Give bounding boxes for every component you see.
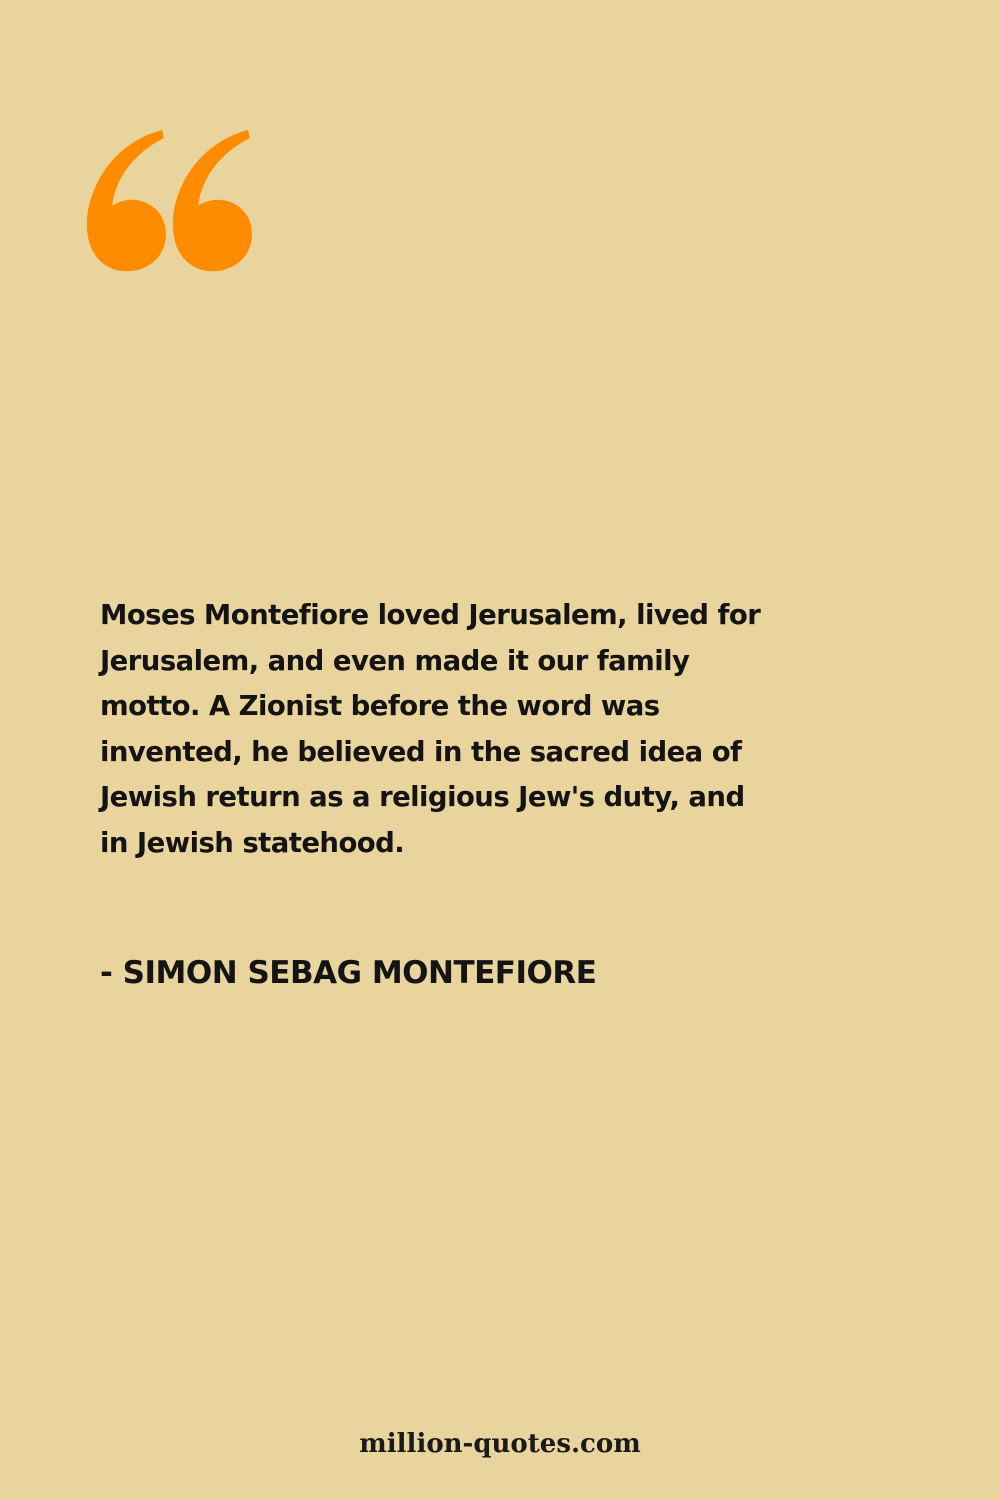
quote-line: Jerusalem, and even made it our family [100,644,690,677]
quote-open-icon-left [87,130,166,271]
quote-open-icon [84,128,254,274]
quote-line: invented, he believed in the sacred idea of [100,735,742,768]
quote-line: Moses Montefiore loved Jerusalem, lived for [100,599,761,631]
quote-text [100,593,800,866]
quote-line: motto. A Zionist before the word was [100,690,660,722]
quote-open-icon-right [173,130,252,271]
quote-line: in Jewish statehood. [100,826,405,859]
quote-author: - SIMON SEBAG MONTEFIORE [100,955,597,991]
quote-line: Jewish return as a religious Jew's duty, and [100,781,745,813]
site-credit: million-quotes.com [359,1429,641,1459]
